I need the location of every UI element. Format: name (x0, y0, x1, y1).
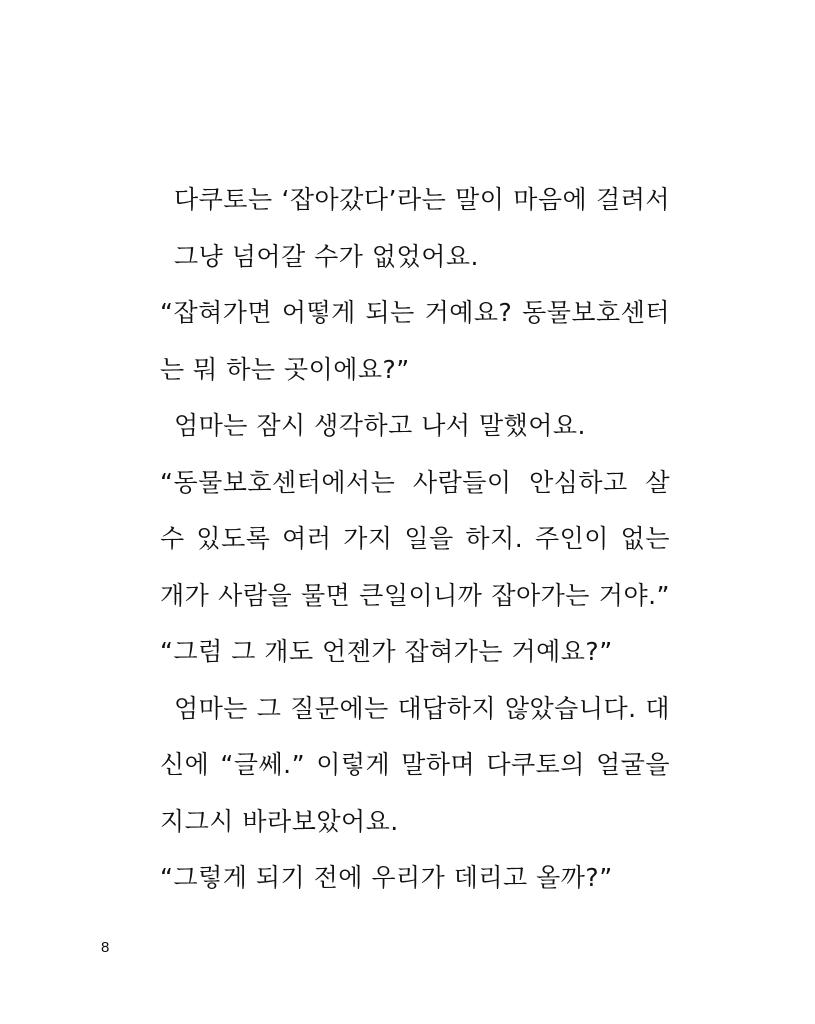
text-line: 엄마는 그 질문에는 대답하지 않았습니다. 대 (174, 693, 670, 723)
text-line: 엄마는 잠시 생각하고 나서 말했어요. (174, 411, 586, 440)
text-line: “동물보호센터에서는 사람들이 안심하고 살 (160, 467, 670, 497)
text-line: 지그시 바라보았어요. (160, 806, 399, 836)
text-line: “잡혀가면 어떻게 되는 거예요? 동물보호센터 (160, 298, 670, 327)
story-text (160, 178, 670, 913)
text-line: 그냥 넘어갈 수가 없었어요. (174, 241, 479, 271)
text-line: “그럼 그 개도 언젠가 잡혀가는 거예요?” (160, 637, 613, 666)
text-line: 다쿠토는 ‘잡아갔다’라는 말이 마음에 걸려서 (174, 185, 670, 214)
text-line: 수 있도록 여러 가지 일을 하지. 주인이 없는 (160, 524, 670, 553)
text-line: “그렇게 되기 전에 우리가 데리고 올까?” (160, 863, 613, 892)
text-line: 는 뭐 하는 곳이에요?” (160, 354, 410, 384)
page-number: 8 (101, 939, 110, 956)
text-line: 신에 “글쎄.” 이렇게 말하며 다쿠토의 얼굴을 (160, 750, 670, 779)
text-line: 개가 사람을 물면 큰일이니까 잡아가는 거야.” (160, 580, 670, 610)
